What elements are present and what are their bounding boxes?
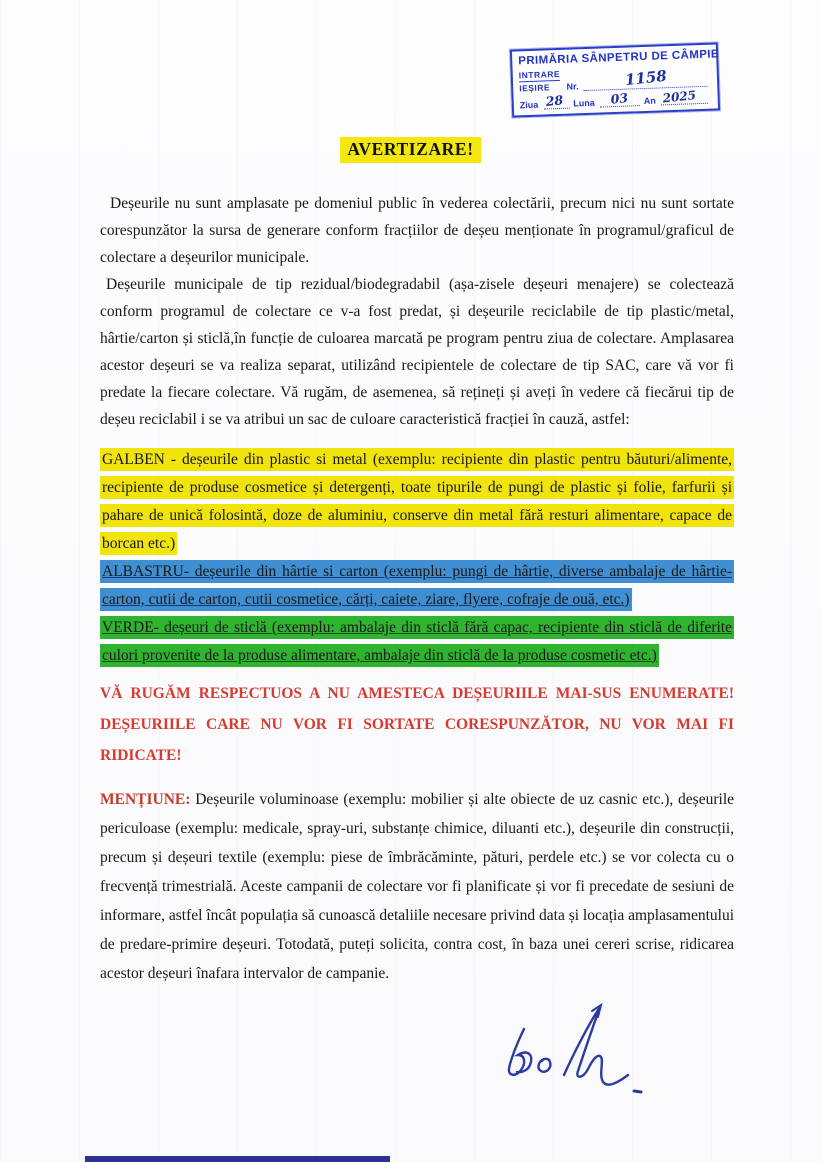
fraction-verde-text: VERDE- deșeuri de sticlă (exemplu: ambalaje din sticlă fără capac, recipiente din sticlă de diferite culori provenite de la produse alimentare, ambalaje din sticlă de la produse cosmetic etc.) — [100, 616, 734, 667]
signature — [488, 995, 658, 1105]
stamp-luna-handwritten: 03 — [610, 89, 629, 107]
stamp-nr-handwritten: 1158 — [624, 66, 668, 90]
stamp-nr-label: Nr. — [566, 81, 579, 92]
stamp-ziua-handwritten: 28 — [545, 92, 564, 109]
stamp-organization: PRIMĂRIA SÂNPETRU DE CÂMPIE — [518, 48, 720, 68]
paragraph-collection-program: Deșeurile municipale de tip rezidual/biodegradabil (așa-zisele deșeuri menajere) se colectează conform programul de colectare ce v-a fost predat, și deșeurile reciclabile de tip plastic/metal, hârtie/carton și sticlă,în funcție de culoarea marcată pe program pentru ziua de colectare. Amplasarea acestor deșeuri se va realiza separat, utilizând recipientele de colectare de tip SAC, care vă vor fi predate la fiecare colectare. Vă rugăm, de asemenea, să rețineți și aveți în vedere că fiecărui tip de deșeu reciclabil i se va atribui un sac de culoare caracteristică fracției în cauză, astfel: — [100, 276, 734, 428]
fraction-galben-text: GALBEN - deșeurile din plastic si metal (exemplu: recipiente din plastic pentru băuturi/alimente, recipiente de produse cosmetice și detergenți, toate tipurile de pungi de plastic și folie, farfurii și pahare de unică folosintă, doze de aluminiu, conserve din metal fără resturi alimentare, capace de borcan etc.) — [100, 448, 734, 555]
stamp-intrare-label: INTRARE — [518, 68, 561, 81]
paragraph-collection-notice: Deșeurile nu sunt amplasate pe domeniul public în vederea colectării, precum nici nu sunt sortate corespunzător la sursa de generare conform fracțiilor de deșeu menționate în programul/graficul de colectare a deșeurilor municipale. — [100, 195, 734, 266]
stamp-an-label: An — [643, 95, 656, 107]
fraction-albastru-text: ALBASTRU- deșeurile din hârtie si carton (exemplu: pungi de hârtie, diverse ambalaje de hârtie-carton, cutii de carton, cutii cosmetice, cărți, caiete, ziare, flyere, cofraje de ouă, etc.) — [100, 560, 734, 611]
fraction-galben-block — [100, 446, 734, 558]
stamp-ziua-line — [543, 92, 569, 110]
intro-paragraphs — [100, 190, 734, 433]
mention-paragraph — [100, 785, 734, 988]
scan-bottom-strip — [85, 1156, 390, 1162]
fraction-albastru-block — [100, 558, 734, 614]
stamp-an-handwritten: 2025 — [661, 88, 697, 106]
stamp-iesire-label: IEȘIRE — [519, 82, 551, 94]
stamp-luna-line — [600, 89, 640, 107]
warning-text: VĂ RUGĂM RESPECTUOS A NU AMESTECA DEȘEURIILE MAI-SUS ENUMERATE! DEȘEURIILE CARE NU VOR FI SORTATE CORESPUNZĂTOR, NU VOR MAI FI RIDICATE! — [100, 685, 734, 764]
document-title: AVERTIZARE! — [340, 137, 480, 163]
stamp-ziua-label: Ziua — [519, 99, 539, 111]
mention-text: Deșeurile voluminoase (exemplu: mobilier și alte obiecte de uz casnic etc.), deșeurile periculoase (exemplu: medicale, spray-uri, substanțe chimice, diluanti etc.), deșeurile din construcții, precum și deșeuri textile (exemplu: piese de îmbrăcăminte, pături, perdele etc.) se vor colecta cu o frecvență trimestrială. Aceste campanii de colectare vor fi planificate și vor fi precedate de sesiuni de informare, astfel încât populația să cunoască detaliile necesare privind data și locația amplasamentului de predare-primire deșeuri. Totodată, puteți solicita, contra cost, în baza unei cereri scrise, ridicarea acestor deșeuri înafara intervalor de campanie. — [100, 791, 734, 982]
stamp-luna-label: Luna — [573, 97, 595, 109]
waste-fraction-blocks — [100, 446, 734, 670]
mention-label: MENȚIUNE: — [100, 791, 191, 808]
stamp-direction-labels — [519, 69, 561, 93]
stamp-an-line — [661, 88, 708, 106]
registry-stamp — [510, 42, 720, 117]
fraction-verde-block — [100, 614, 734, 670]
